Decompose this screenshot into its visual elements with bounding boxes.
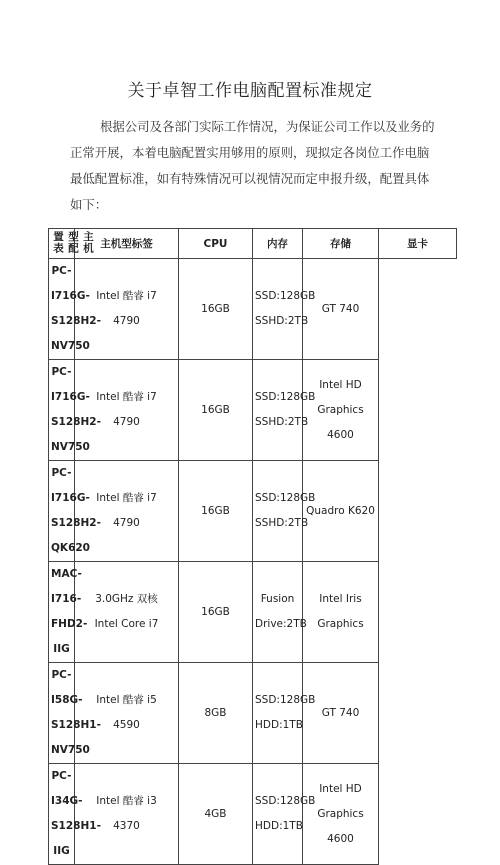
storage-cell bbox=[253, 461, 316, 562]
storage-cell bbox=[253, 764, 316, 865]
paragraph-line: 根据公司及各部门实际工作情况，为保证公司工作以及业务的 bbox=[100, 119, 435, 134]
storage-cell-line: HDD:1TB bbox=[255, 719, 303, 731]
storage-cell bbox=[253, 562, 307, 663]
document-title: 关于卓智工作电脑配置标准规定 bbox=[127, 81, 373, 101]
header-gpu: 显卡 bbox=[379, 229, 457, 259]
model-cell-line: NV750 bbox=[51, 441, 90, 453]
table-header-row bbox=[49, 229, 457, 259]
intro-paragraph bbox=[70, 114, 435, 218]
table-row bbox=[49, 663, 457, 764]
gpu-cell bbox=[303, 562, 379, 663]
ram-cell: 16GB bbox=[179, 360, 253, 461]
gpu-cell-line: GT 740 bbox=[321, 302, 360, 315]
storage-cell-line: SSD:128GB bbox=[255, 492, 316, 504]
cpu-cell-line: 4370 bbox=[113, 820, 140, 832]
storage-cell-line: SSD:128GB bbox=[255, 391, 316, 403]
gpu-cell-line: Quadro K620 bbox=[306, 504, 375, 517]
model-cell bbox=[49, 360, 101, 461]
model-cell bbox=[49, 259, 101, 360]
cpu-cell-line: Intel 酷睿 i3 bbox=[96, 795, 157, 807]
gpu-cell bbox=[303, 663, 379, 764]
model-cell bbox=[49, 461, 101, 562]
table-row bbox=[49, 764, 457, 865]
model-cell bbox=[49, 764, 101, 865]
storage-cell bbox=[253, 259, 316, 360]
paragraph-line: 如下： bbox=[70, 197, 108, 212]
cpu-cell-line: 4790 bbox=[113, 416, 140, 428]
gpu-cell-line: Graphics 4600 bbox=[317, 403, 364, 441]
gpu-cell-line: Intel HD bbox=[319, 378, 362, 391]
storage-cell-line: SSD:128GB bbox=[255, 290, 316, 302]
cpu-cell-line: Intel 酷睿 i7 bbox=[96, 492, 157, 504]
gpu-cell-line: Graphics bbox=[317, 618, 364, 630]
storage-cell-line: SSD:128GB bbox=[255, 795, 316, 807]
config-table bbox=[48, 228, 457, 865]
gpu-cell-line: Intel Iris bbox=[319, 593, 362, 605]
cpu-cell bbox=[75, 764, 179, 865]
cpu-cell bbox=[75, 461, 179, 562]
storage-cell-line: Drive:2TB bbox=[255, 618, 307, 630]
ram-cell: 16GB bbox=[179, 562, 253, 663]
model-cell-line: IIG bbox=[53, 845, 70, 857]
cpu-cell-line: Intel 酷睿 i7 bbox=[96, 391, 157, 403]
storage-cell-line: Fusion bbox=[260, 593, 295, 605]
side-label: 主机型配置表 bbox=[52, 230, 94, 254]
paragraph-line: 最低配置标准，如有特殊情况可以视情况而定申报升级，配置具体 bbox=[70, 171, 430, 186]
storage-cell-line: SSD:128GB bbox=[255, 694, 316, 706]
model-cell-line: QK620 bbox=[51, 542, 90, 554]
table-row bbox=[49, 259, 457, 360]
header-model: 主机型标签 bbox=[75, 229, 179, 259]
model-cell-line: PC-I34G-S128H1- bbox=[51, 770, 101, 832]
cpu-cell-line: Intel Core i7 bbox=[94, 618, 159, 630]
ram-cell: 8GB bbox=[179, 663, 253, 764]
model-cell-line: IIG bbox=[53, 643, 70, 655]
model-cell-line: PC-I58G-S128H1- bbox=[51, 669, 101, 731]
storage-cell bbox=[253, 663, 316, 764]
model-cell-line: PC-I716G-S128H2- bbox=[51, 366, 101, 428]
ram-cell: 16GB bbox=[179, 461, 253, 562]
storage-cell-line: HDD:1TB bbox=[255, 820, 303, 832]
storage-cell-line: SSHD:2TB bbox=[255, 517, 309, 529]
gpu-cell bbox=[303, 259, 379, 360]
gpu-cell-line: GT 740 bbox=[321, 706, 360, 719]
header-cpu: CPU bbox=[179, 229, 253, 259]
model-cell-line: PC-I716G-S128H2- bbox=[51, 467, 101, 529]
cpu-cell-line: Intel 酷睿 i7 bbox=[96, 290, 157, 302]
paragraph-line: 正常开展，本着电脑配置实用够用的原则，现拟定各岗位工作电脑 bbox=[70, 145, 430, 160]
table-row bbox=[49, 562, 457, 663]
table-row bbox=[49, 360, 457, 461]
cpu-cell bbox=[75, 562, 179, 663]
cpu-cell bbox=[75, 259, 179, 360]
ram-cell: 16GB bbox=[179, 259, 253, 360]
gpu-cell-line: Intel HD bbox=[319, 782, 362, 795]
table-row bbox=[49, 461, 457, 562]
cpu-cell-line: Intel 酷睿 i5 bbox=[96, 694, 157, 706]
gpu-cell-line: Graphics 4600 bbox=[317, 807, 364, 845]
cpu-cell-line: 4590 bbox=[113, 719, 140, 731]
storage-cell-line: SSHD:2TB bbox=[255, 416, 309, 428]
model-cell bbox=[49, 663, 101, 764]
gpu-cell bbox=[303, 461, 379, 562]
ram-cell: 4GB bbox=[179, 764, 253, 865]
model-cell-line: MAC-I716-FHD2- bbox=[51, 568, 88, 630]
header-storage: 存储 bbox=[303, 229, 379, 259]
cpu-cell-line: 4790 bbox=[113, 315, 140, 327]
storage-cell bbox=[253, 360, 316, 461]
header-ram: 内存 bbox=[253, 229, 303, 259]
model-cell bbox=[49, 562, 88, 663]
cpu-cell bbox=[75, 663, 179, 764]
model-cell-line: PC-I716G-S128H2- bbox=[51, 265, 101, 327]
cpu-cell bbox=[75, 360, 179, 461]
model-cell-line: NV750 bbox=[51, 340, 90, 352]
cpu-cell-line: 3.0GHz 双核 bbox=[95, 593, 158, 605]
gpu-cell bbox=[303, 764, 379, 865]
gpu-cell bbox=[303, 360, 379, 461]
model-cell-line: NV750 bbox=[51, 744, 90, 756]
cpu-cell-line: 4790 bbox=[113, 517, 140, 529]
storage-cell-line: SSHD:2TB bbox=[255, 315, 309, 327]
side-label-cell bbox=[49, 229, 94, 259]
